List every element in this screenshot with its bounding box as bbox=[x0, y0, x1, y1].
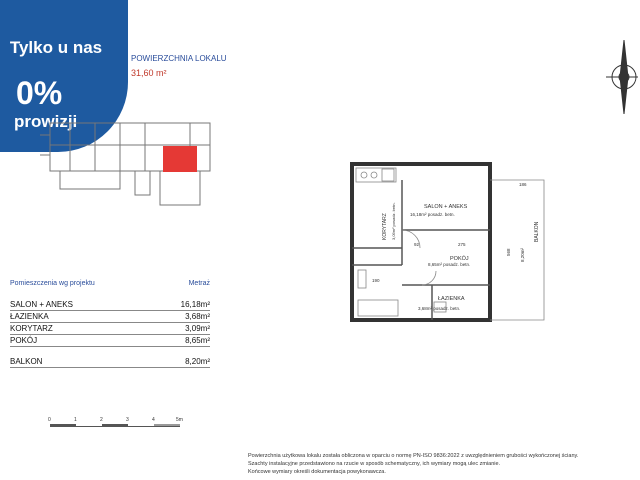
scale-label: 2 bbox=[100, 417, 103, 423]
plan-pokoj-area: 8,65m² posadz. betn. bbox=[428, 262, 471, 267]
highlighted-unit bbox=[163, 146, 197, 172]
promo-percent: 0% bbox=[16, 75, 63, 111]
promo-line1: Tylko u nas bbox=[9, 38, 103, 57]
room-name: SALON + ANEKS bbox=[10, 300, 73, 309]
room-row bbox=[10, 299, 210, 311]
footnote: Powierzchnia użytkowa lokalu została obliczona w oparciu o normę PN-ISO 9836:2022 z uwzględnieniem grubości wykończonej ściany. bbox=[248, 453, 579, 459]
room-row bbox=[10, 335, 210, 347]
plan-dim: 186 bbox=[519, 182, 527, 187]
rooms-table bbox=[10, 280, 210, 368]
plan-salon-area: 16,18m² posadz. betn. bbox=[410, 212, 455, 217]
plan-korytarz-area: 3,09m² posadz. betn. bbox=[391, 202, 396, 240]
key-plan bbox=[40, 115, 220, 210]
plan-dim: 92 bbox=[414, 242, 420, 247]
room-name: POKÓJ bbox=[10, 336, 38, 345]
footnote: Szachty instalacyjne przedstawiono na rzucie w sposób schematyczny, ich wymiary mogą ulec zmianie. bbox=[248, 461, 501, 467]
room-name: ŁAZIENKA bbox=[10, 312, 49, 321]
balcony-row bbox=[10, 356, 210, 368]
plan-balkon: BALKON bbox=[534, 221, 540, 242]
plan-korytarz: KORYTARZ bbox=[382, 213, 388, 240]
compass-icon bbox=[604, 32, 638, 122]
rooms-header-label: Pomieszczenia wg projektu bbox=[10, 280, 95, 287]
floor-plan bbox=[332, 160, 562, 330]
plan-salon: SALON + ANEKS bbox=[424, 204, 468, 210]
scale-label: 5m bbox=[176, 417, 183, 423]
room-row bbox=[10, 311, 210, 323]
footnote: Końcowe wymiary określi dokumentacja powykonawcza. bbox=[248, 469, 386, 475]
room-area: 16,18m² bbox=[180, 300, 210, 309]
plan-dim: 275 bbox=[458, 242, 466, 247]
plan-lazienka: ŁAZIENKA bbox=[438, 296, 465, 302]
plan-dim: 568 bbox=[506, 248, 511, 256]
plan-lazienka-area: 3,68m² posadz. betn. bbox=[418, 306, 461, 311]
room-area: 3,09m² bbox=[185, 324, 210, 333]
footnotes bbox=[248, 452, 578, 476]
room-row bbox=[10, 323, 210, 335]
promo-line2: prowizji bbox=[14, 112, 78, 131]
balcony-name: BALKON bbox=[10, 357, 43, 366]
room-area: 3,68m² bbox=[185, 312, 210, 321]
plan-balkon-area: 8,20m² bbox=[520, 247, 525, 262]
scale-label: 3 bbox=[126, 417, 129, 423]
area-title: POWIERZCHNIA LOKALU bbox=[131, 54, 227, 63]
area-value: 31,60 m² bbox=[131, 68, 167, 78]
rooms-header-area: Metraż bbox=[188, 280, 210, 287]
scale-label: 1 bbox=[74, 417, 77, 423]
balcony-area: 8,20m² bbox=[185, 357, 210, 366]
plan-pokoj: POKÓJ bbox=[450, 256, 469, 262]
plan-dim: 190 bbox=[372, 278, 380, 283]
scale-label: 0 bbox=[48, 417, 51, 423]
scale-label: 4 bbox=[152, 417, 155, 423]
room-name: KORYTARZ bbox=[10, 324, 53, 333]
room-area: 8,65m² bbox=[185, 336, 210, 345]
